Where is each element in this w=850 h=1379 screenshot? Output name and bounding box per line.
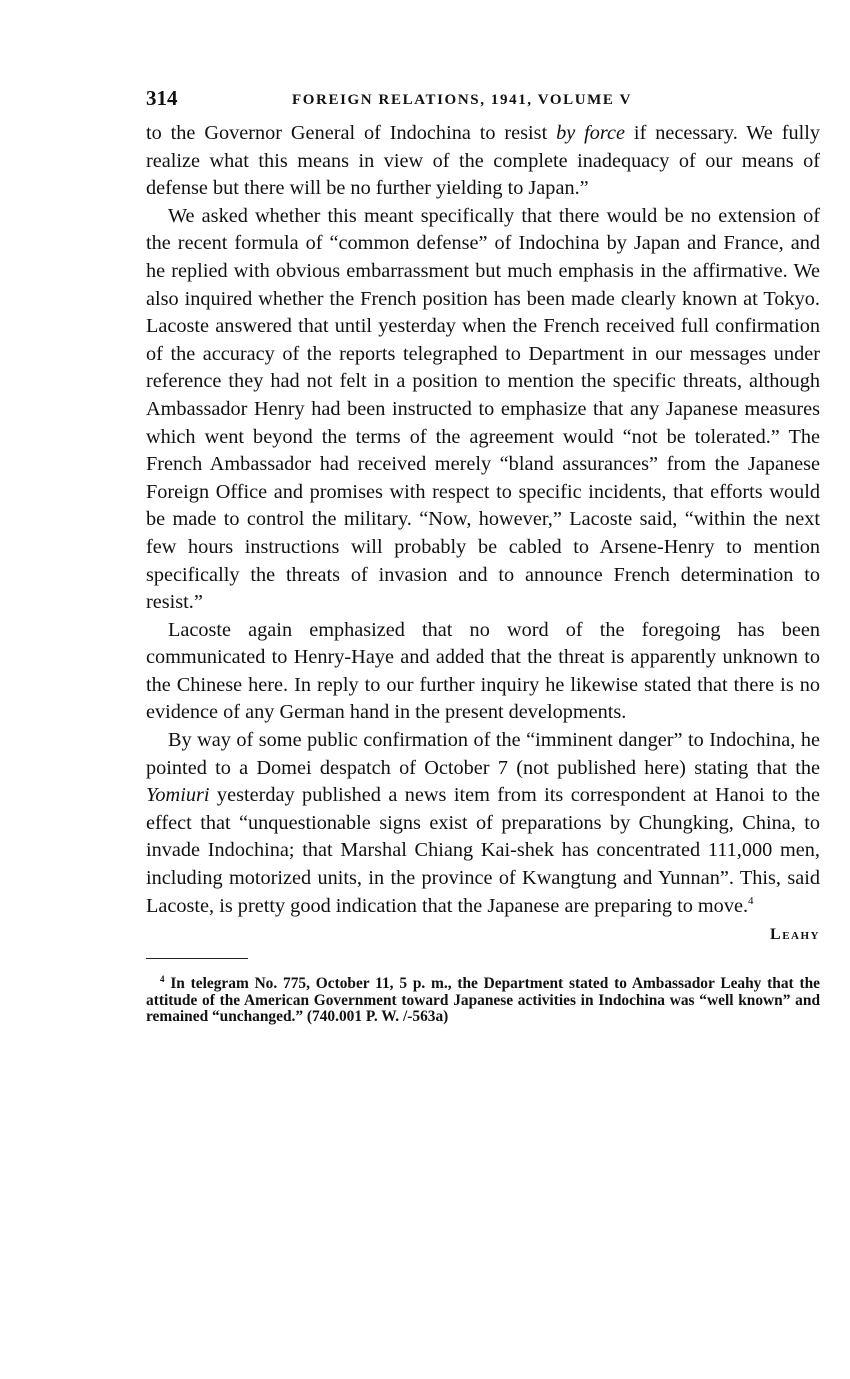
signature: Leahy	[770, 926, 820, 944]
paragraph-4-emphasis: Yomiuri	[146, 784, 210, 807]
footnote-divider	[146, 958, 248, 959]
footnote-marker: 4	[160, 974, 165, 985]
document-page	[146, 86, 820, 1041]
paragraph-1-emphasis: by force	[556, 122, 626, 144]
paragraph-1-text-a: to the Governor General of Indochina to resist	[146, 122, 557, 144]
paragraph-3: Lacoste again emphasized that no word of the foregoing has been communicated to Henry-Haye and added that the threat is apparently unknown to the Chinese here. In reply to our further inquiry he likewise stated that there is no evidence of any German hand in the present developments.	[146, 618, 820, 724]
running-head	[146, 86, 820, 120]
footnote-reference: 4	[748, 894, 754, 907]
running-title: FOREIGN RELATIONS, 1941, VOLUME V	[292, 92, 633, 108]
paragraph-4	[146, 727, 820, 920]
paragraph-4-text-b: yesterday published a news item from its correspondent at Hanoi to the effect that “unquestionable signs exist of preparations by Chungking, China, to invade Indochina; that Marshal Chiang Kai-shek has concentrated 111,000 men, including motorized units, in the province of Kwangtung and Yunnan”. This, said Lacoste, is pretty good indication that the Japanese are preparing to move.	[146, 784, 820, 917]
paragraph-1	[146, 120, 820, 203]
footnote-text: In telegram No. 775, October 11, 5 p. m., the Department stated to Ambassador Leahy that the attitude of the American Government toward Japanese activities in Indochina was “well known” and remained “unchanged.” (740.001 P. W. /-563a)	[146, 975, 820, 1026]
footnote	[146, 976, 820, 1026]
paragraph-1-text-b: if necessary. We fully realize what this means in view of the complete inadequacy of our means of defense but there will be no further yielding to Japan.”	[146, 122, 820, 200]
paragraph-4-text-a: By way of some public confirmation of the “imminent danger” to Indochina, he pointed to a Domei despatch of October 7 (not published here) stating that the	[146, 729, 820, 779]
paragraph-2: We asked whether this meant specifically that there would be no extension of the recent formula of “common defense” of Indochina by Japan and France, and he replied with obvious embarrassment but much emphasis in the affirmative. We also inquired whether the French position has been made clearly known at Tokyo. Lacoste answered that until yesterday when the French received full confirmation of the accuracy of the reports telegraphed to Department in our messages under reference they had not felt in a position to mention the specific threats, although Ambassador Henry had been instructed to emphasize that any Japanese measures which went beyond the terms of the agreement would “not be tolerated.” The French Ambassador had received merely “bland assurances” from the Japanese Foreign Office and promises with respect to specific incidents, that efforts would be made to control the military. “Now, however,” Lacoste said, “within the next few hours instructions will probably be cabled to Arsene-Henry to mention specifically the threats of invasion and to announce French determination to resist.”	[146, 204, 820, 614]
body-text	[146, 120, 820, 920]
page-number: 314	[146, 86, 178, 110]
